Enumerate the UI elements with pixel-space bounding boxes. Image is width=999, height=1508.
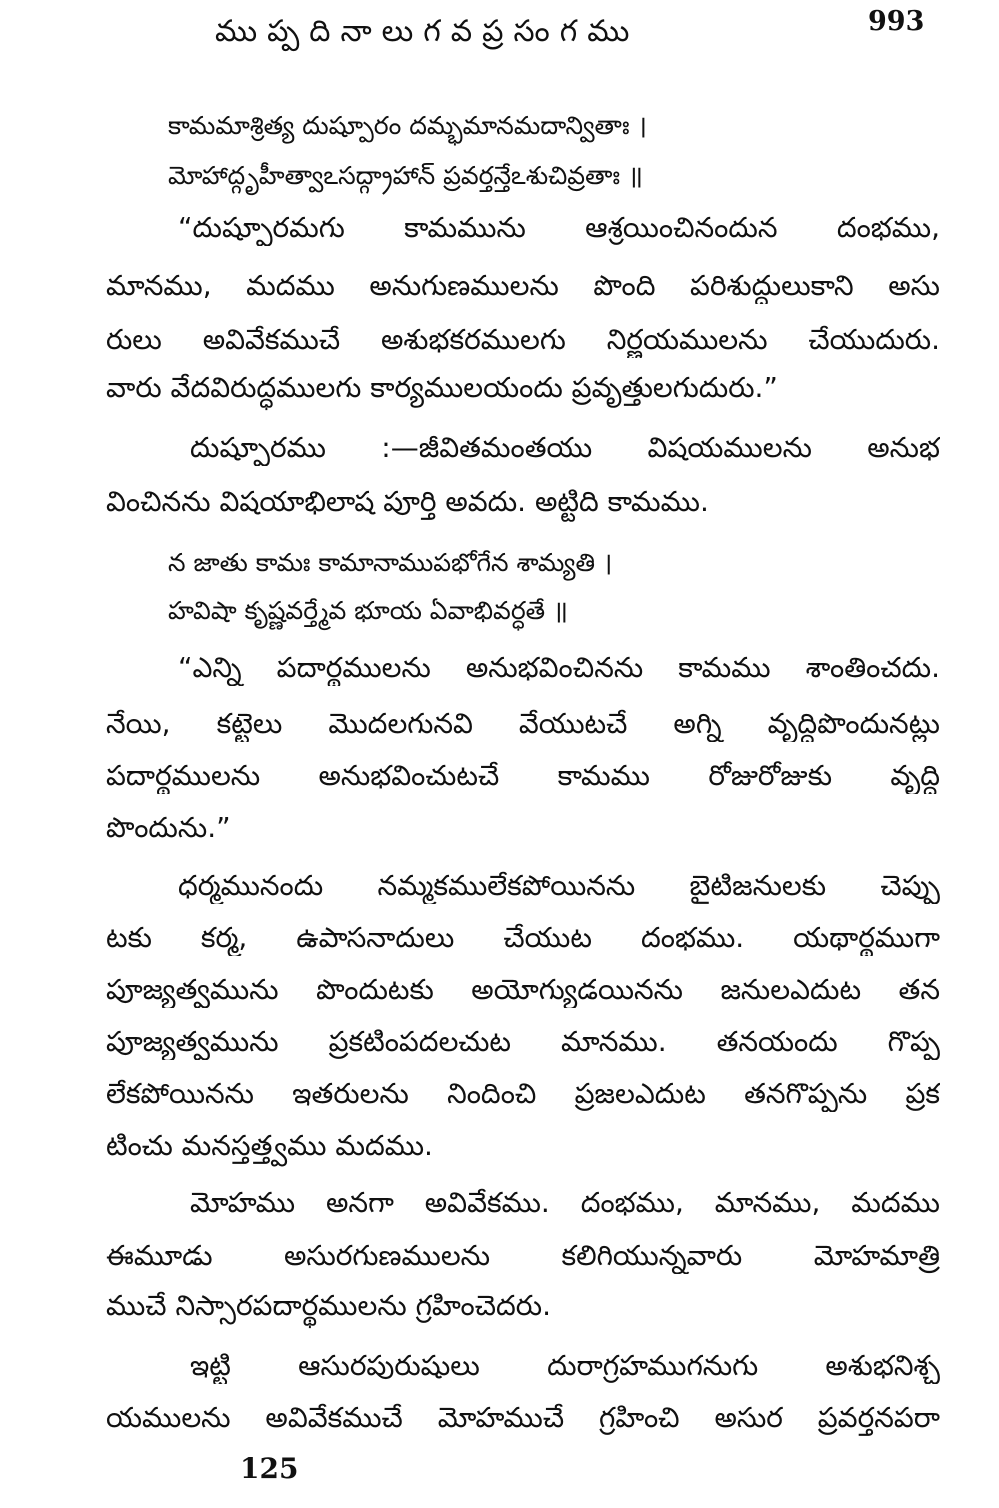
paragraph-line: నేయి, కట్టెలు మొదలగునవి వేయుటచే అగ్ని వృద్ధిపొందునట్లు bbox=[106, 707, 940, 740]
paragraph-line: ఈమూడు అసురగుణములను కలిగియున్నవారు మోహమాత్రి bbox=[106, 1239, 940, 1272]
paragraph-line: మానము, మదము అనుగుణములను పొంది పరిశుద్ధులుకాని అసు bbox=[106, 269, 940, 302]
verse-line: హవిషా కృష్ణవర్త్మేవ భూయ ఏవాభివర్ధతే ॥ bbox=[168, 596, 569, 625]
paragraph-line: రులు అవివేకముచే అశుభకరములగు నిర్ణయములను చేయుదురు. bbox=[106, 323, 940, 356]
paragraph-line: పదార్థములను అనుభవించుటచే కామము రోజురోజుకు వృద్ధి bbox=[106, 759, 940, 792]
running-head: ముప్పదినాలుగవప్రసంగము bbox=[215, 14, 640, 49]
verse-line: మోహాద్గృహీత్వాఽసద్గ్రాహాన్ ప్రవర్తన్తేఽశుచివ్రతాః ॥ bbox=[168, 161, 643, 190]
paragraph-line: దుష్పూరము :—జీవితమంతయు విషయములను అనుభ bbox=[190, 431, 940, 464]
verse-line: కామమాశ్రిత్య దుష్పూరం దమ్భమానమదాన్వితాః । bbox=[168, 111, 647, 140]
paragraph-line: వారు వేదవిరుద్ధములగు కార్యములయందు ప్రవృత్తులగుదురు.” bbox=[106, 371, 778, 404]
paragraph-line: “దుష్పూరమగు కామమును ఆశ్రయించినందున దంభము, bbox=[178, 211, 940, 244]
paragraph-line: యములను అవివేకముచే మోహముచే గ్రహించి అసుర ప్రవర్తనపరా bbox=[106, 1401, 940, 1434]
paragraph-line: పొందును.” bbox=[106, 811, 231, 844]
paragraph-line: పూజ్యత్వమును పొందుటకు అయోగ్యుడయినను జనులఎదుట తన bbox=[106, 973, 940, 1006]
paragraph-line: “ఎన్ని పదార్థములను అనుభవించినను కామము శాంతించదు. bbox=[178, 651, 940, 684]
paragraph-line: మోహము అనగా అవివేకము. దంభము, మానము, మదము bbox=[190, 1186, 940, 1219]
paragraph-line: టించు మనస్తత్త్వము మదము. bbox=[106, 1129, 433, 1162]
paragraph-line: టకు కర్మ, ఉపాసనాదులు చేయుట దంభము. యథార్థముగా bbox=[106, 921, 940, 954]
paragraph-line: ధర్మమునందు నమ్మకములేకపోయినను బైటిజనులకు చెప్పు bbox=[178, 869, 940, 902]
paragraph-line: ఇట్టి ఆసురపురుషులు దురాగ్రహముగనుగు అశుభనిశ్చ bbox=[190, 1349, 940, 1382]
paragraph-line: ముచే నిస్సారపదార్థములను గ్రహించెదరు. bbox=[106, 1289, 551, 1322]
paragraph-line: లేకపోయినను ఇతరులను నిందించి ప్రజలఎదుట తనగొప్పను ప్రక bbox=[106, 1077, 940, 1110]
page-number: 993 bbox=[868, 6, 925, 37]
verse-line: న జాతు కామః కామానాముపభోగేన శామ్యతి । bbox=[168, 548, 613, 577]
signature-mark: 125 bbox=[240, 1452, 299, 1485]
paragraph-line: వించినను విషయాభిలాష పూర్తి అవదు. అట్టిది కామము. bbox=[106, 485, 709, 518]
paragraph-line: పూజ్యత్వమును ప్రకటింపదలచుట మానము. తనయందు గొప్ప bbox=[106, 1025, 940, 1058]
